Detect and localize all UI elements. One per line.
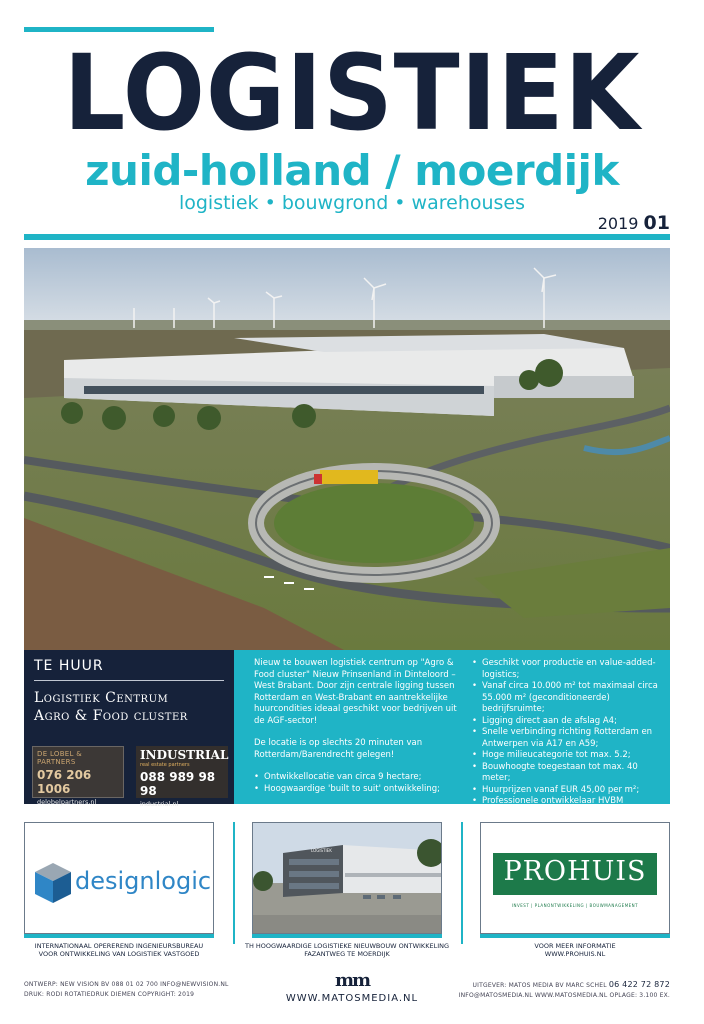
- features-left-list: [254, 772, 466, 795]
- footer-publisher-line: [459, 980, 670, 991]
- feature-item: • Vanaf circa 10.000 m² tot maximaal circa 55.000 m² (geconditioneerde) bedrijfsruimte;: [472, 681, 668, 716]
- footer-publisher-logo[interactable]: [262, 970, 442, 1004]
- issue-label: [598, 212, 670, 234]
- caption-line: VOOR ONTWIKKELING VAN LOGISTIEK VASTGOED: [38, 950, 200, 958]
- designlogic-logo-text: designlogic: [75, 867, 212, 895]
- masthead-subtitle: zuid-holland / moerdijk: [85, 146, 619, 195]
- masthead-title: LOGISTIEK: [63, 32, 641, 154]
- listing-details-left: [254, 658, 466, 795]
- broker-card-industrial[interactable]: [136, 746, 229, 808]
- publisher-text: UITGEVER: MATOS MEDIA BV MARC SCHEL: [472, 982, 609, 989]
- issue-number: 01: [643, 212, 670, 234]
- ad-rule: [252, 934, 442, 938]
- masthead-tagline: logistiek • bouwgrond • warehouses: [178, 192, 526, 214]
- ad-rule: [24, 934, 214, 938]
- broker-phone[interactable]: 076 206 1006: [37, 768, 92, 796]
- listing-name-line2: Agro & Food cluster: [34, 708, 188, 724]
- feature-item: • Professionele ontwikkelaar HVBM Vastgoed.: [472, 796, 668, 819]
- caption-line: INTERNATIONAAL OPEREREND INGENIEURSBUREAU: [34, 942, 204, 950]
- broker-phone[interactable]: 088 989 98 98: [140, 770, 216, 798]
- prohuis-logo-text: PROHUIS: [503, 856, 647, 887]
- hero-aerial-photo: [24, 248, 670, 650]
- feature-item: • Snelle verbinding richting Rotterdam en Antwerpen via A17 en A59;: [472, 727, 668, 750]
- listing-divider: [34, 680, 224, 681]
- feature-item: • Bouwhoogte toegestaan tot max. 40 meter;: [472, 762, 668, 785]
- broker-brand: INDUSTRIAL: [140, 748, 229, 762]
- footer-site[interactable]: WWW.MATOSMEDIA.NL: [285, 993, 419, 1004]
- broker-card-delobel[interactable]: [32, 746, 124, 806]
- footer-publisher-info: [459, 980, 670, 1001]
- listing-status: TE HUUR: [34, 658, 104, 674]
- matosmedia-logo-icon: mm: [334, 970, 370, 991]
- caption-line: VOOR MEER INFORMATIE: [534, 942, 616, 950]
- caption-line: FAZANTWEG TE MOERDIJK: [304, 950, 390, 958]
- ad-divider: [233, 822, 235, 944]
- footer-design-line: ONTWERP: NEW VISION BV 088 01 02 700 INFO@NEWVISION.NL: [24, 981, 229, 988]
- issue-rule: [24, 234, 670, 240]
- listing-location: De locatie is op slechts 20 minuten van Rotterdam/Barendrecht gelegen!: [254, 738, 423, 760]
- features-right-list: [472, 658, 668, 819]
- broker-web[interactable]: delobelpartners.nl: [37, 798, 97, 806]
- feature-item: • Hoge milieucategorie tot max. 5.2;: [472, 750, 668, 762]
- ad-prohuis[interactable]: [480, 822, 670, 934]
- broker-web[interactable]: industrial.nl: [140, 800, 179, 808]
- ad-caption-designlogic: [9, 942, 229, 958]
- cube-logo-icon: [33, 861, 73, 905]
- footer-contact-line: INFO@MATOSMEDIA.NL WWW.MATOSMEDIA.NL OPLAGE: 3.100 EX.: [458, 992, 670, 999]
- broker-tagline: real estate partners: [140, 762, 190, 768]
- ad-rule: [480, 934, 670, 938]
- feature-item: • Geschikt voor productie en value-added-logistics;: [472, 658, 668, 681]
- feature-item: • Ligging direct aan de afslag A4;: [472, 716, 668, 728]
- listing-details-right: [472, 658, 668, 819]
- broker-brand: DE LOBEL & PARTNERS: [37, 750, 83, 766]
- feature-item: • Huurprijzen vanaf EUR 45,00 per m²;: [472, 785, 668, 797]
- footer-print-line: DRUK: RODI ROTATIEDRUK DIEMEN COPYRIGHT: 2019: [24, 991, 195, 998]
- prohuis-tagline: INVEST | PLANONTWIKKELING | BOUWMANAGEMENT: [511, 903, 639, 908]
- ad-divider: [461, 822, 463, 944]
- building-photo: [253, 823, 442, 934]
- listing-intro: Nieuw te bouwen logistiek centrum op "Agro & Food cluster" Nieuw Prinsenland in Dinteloord – West Brabant. Door zijn centrale ligging tussen Rotterdam en West-Brabant en aantrekkelijke huurcondities ideaal geschikt voor bedrijven uit de AGF-sector!: [254, 658, 457, 726]
- issue-year: 2019: [597, 214, 639, 233]
- ad-caption-building: [237, 942, 457, 958]
- publisher-phone[interactable]: 06 422 72 872: [608, 980, 670, 989]
- listing-details: [234, 650, 670, 818]
- ad-caption-prohuis: [465, 942, 685, 958]
- feature-item: • Ontwikkellocatie van circa 9 hectare;: [254, 772, 466, 784]
- listing-panel: [24, 650, 234, 808]
- caption-line: TH HOOGWAARDIGE LOGISTIEKE NIEUWBOUW ONTWIKKELING: [244, 942, 450, 950]
- building-sign: LOGISTIEK: [311, 848, 332, 853]
- listing-name-line1: Logistiek Centrum: [34, 690, 169, 706]
- feature-item: • Hoogwaardige 'built to suit' ontwikkeling;: [254, 784, 466, 796]
- footer-credits: [24, 980, 229, 1000]
- ad-building-photo[interactable]: [252, 822, 442, 934]
- caption-link[interactable]: WWW.PROHUIS.NL: [544, 950, 606, 958]
- ad-designlogic[interactable]: [24, 822, 214, 934]
